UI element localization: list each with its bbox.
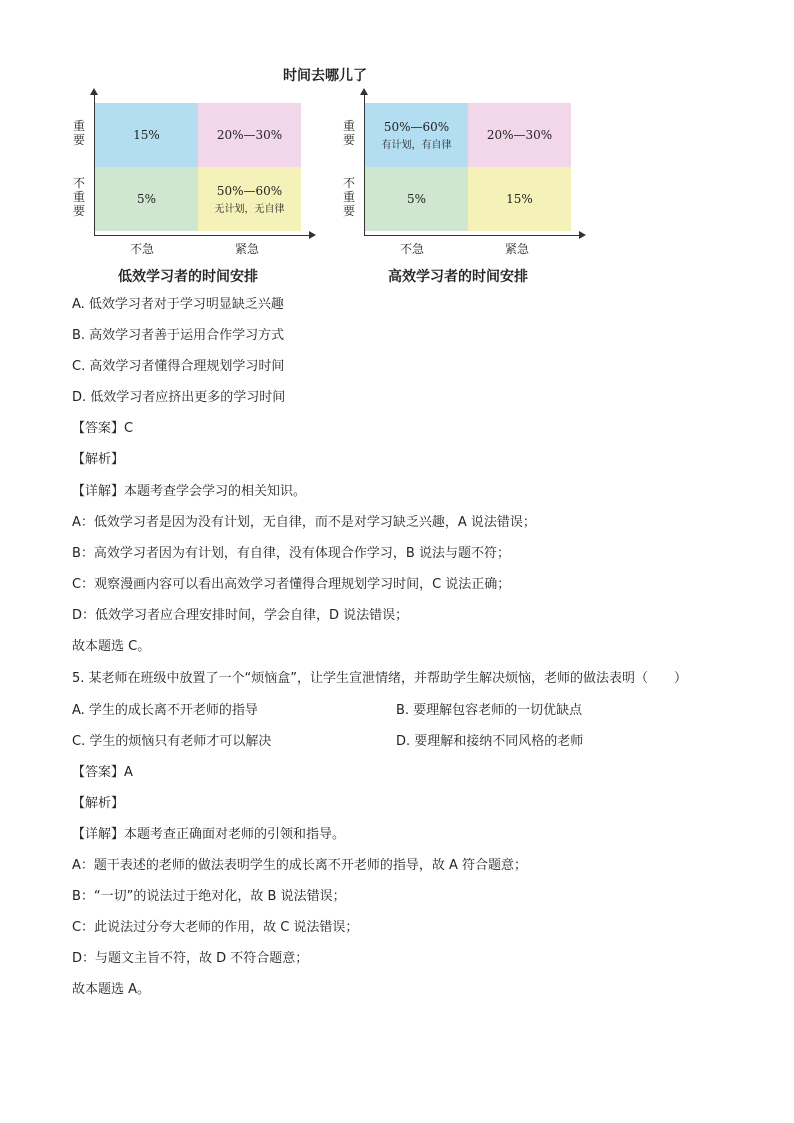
quadrant-unimportant-urgent [468, 167, 571, 231]
q5-detail-line: B：“一切”的说法过于绝对化，故 B 说法错误； [72, 889, 346, 904]
q5-option-c: C. 学生的烦恼只有老师才可以解决 [72, 734, 272, 749]
q5-option-b: B. 要理解包容老师的一切优缺点 [396, 703, 583, 718]
q5-detail-line: C：此说法过分夸大老师的作用，故 C 说法错误； [72, 920, 359, 935]
q4-option-b: B. 高效学习者善于运用合作学习方式 [72, 328, 285, 343]
q4-option-c: C. 高效学习者懂得合理规划学习时间 [72, 359, 285, 374]
q5-analysis-heading: 【解析】 [72, 796, 125, 811]
q4-option-a: A. 低效学习者对于学习明显缺乏兴趣 [72, 297, 284, 312]
x-label-urgent: 紧急 [505, 242, 530, 256]
quadrant-note: 有计划，有自律 [381, 139, 452, 151]
quadrant-value: 15% [133, 128, 160, 142]
quadrant-value: 50%—60% [216, 183, 283, 198]
q5-answer: 【答案】A [72, 765, 133, 780]
quadrant-unimportant-urgent [198, 167, 301, 231]
quadrant-value: 5% [136, 192, 157, 206]
quadrant-note: 无计划，无自律 [214, 203, 285, 215]
q5-stem: 5. 某老师在班级中放置了一个“烦恼盒”，让学生宣泄情绪，并帮助学生解决烦恼，老师的做法表明（ ） [72, 671, 688, 686]
x-label-not-urgent: 不急 [400, 242, 425, 256]
high-efficiency-caption: 高效学习者的时间安排 [388, 269, 528, 285]
q4-conclusion: 故本题选 C。 [72, 639, 151, 654]
x-axis [94, 235, 312, 236]
low-efficiency-quadrant-diagram [72, 90, 302, 262]
quadrant-value: 5% [406, 192, 427, 206]
q5-detail-line: D：与题文主旨不符，故 D 不符合题意； [72, 951, 309, 966]
quadrant-unimportant-not-urgent [95, 167, 198, 231]
q4-detail-line: C：观察漫画内容可以看出高效学习者懂得合理规划学习时间，C 说法正确； [72, 577, 511, 592]
y-axis [364, 90, 365, 235]
quadrant-important-urgent [468, 103, 571, 167]
y-axis [94, 90, 95, 235]
quadrant-important-urgent [198, 103, 301, 167]
quadrant-value: 20%—30% [486, 128, 553, 142]
y-label-unimportant: 不 重 要 [72, 176, 85, 218]
q5-option-d: D. 要理解和接纳不同风格的老师 [396, 734, 584, 749]
quadrant-value: 50%—60% [383, 119, 450, 134]
x-label-not-urgent: 不急 [130, 242, 155, 256]
q4-detail-line: A：低效学习者是因为没有计划，无自律，而不是对学习缺乏兴趣，A 说法错误； [72, 515, 536, 530]
q5-detail-line: 【详解】本题考查正确面对老师的引领和指导。 [72, 827, 346, 842]
x-axis [364, 235, 582, 236]
quadrant-important-not-urgent [95, 103, 198, 167]
x-label-urgent: 紧急 [235, 242, 260, 256]
q4-detail-line: 【详解】本题考查学会学习的相关知识。 [72, 484, 307, 499]
time-quadrant-figure [60, 60, 590, 292]
q4-option-d: D. 低效学习者应挤出更多的学习时间 [72, 390, 286, 405]
high-efficiency-quadrant-diagram [342, 90, 572, 262]
q4-detail-line: D：低效学习者应合理安排时间，学会自律，D 说法错误； [72, 608, 409, 623]
y-label-unimportant: 不 重 要 [342, 176, 355, 218]
y-label-important: 重 要 [342, 119, 355, 147]
quadrant-important-not-urgent [365, 103, 468, 167]
y-label-important: 重 要 [72, 119, 85, 147]
q4-analysis-heading: 【解析】 [72, 452, 125, 467]
low-efficiency-caption: 低效学习者的时间安排 [118, 269, 258, 285]
q5-conclusion: 故本题选 A。 [72, 982, 151, 997]
quadrant-value: 20%—30% [216, 128, 283, 142]
quadrant-unimportant-not-urgent [365, 167, 468, 231]
q4-answer: 【答案】C [72, 421, 134, 436]
figure-title: 时间去哪儿了 [283, 68, 367, 84]
q5-detail-line: A：题干表述的老师的做法表明学生的成长离不开老师的指导，故 A 符合题意； [72, 858, 528, 873]
q4-detail-line: B：高效学习者因为有计划，有自律，没有体现合作学习，B 说法与题不符； [72, 546, 510, 561]
quadrant-value: 15% [506, 192, 533, 206]
q5-option-a: A. 学生的成长离不开老师的指导 [72, 703, 258, 718]
